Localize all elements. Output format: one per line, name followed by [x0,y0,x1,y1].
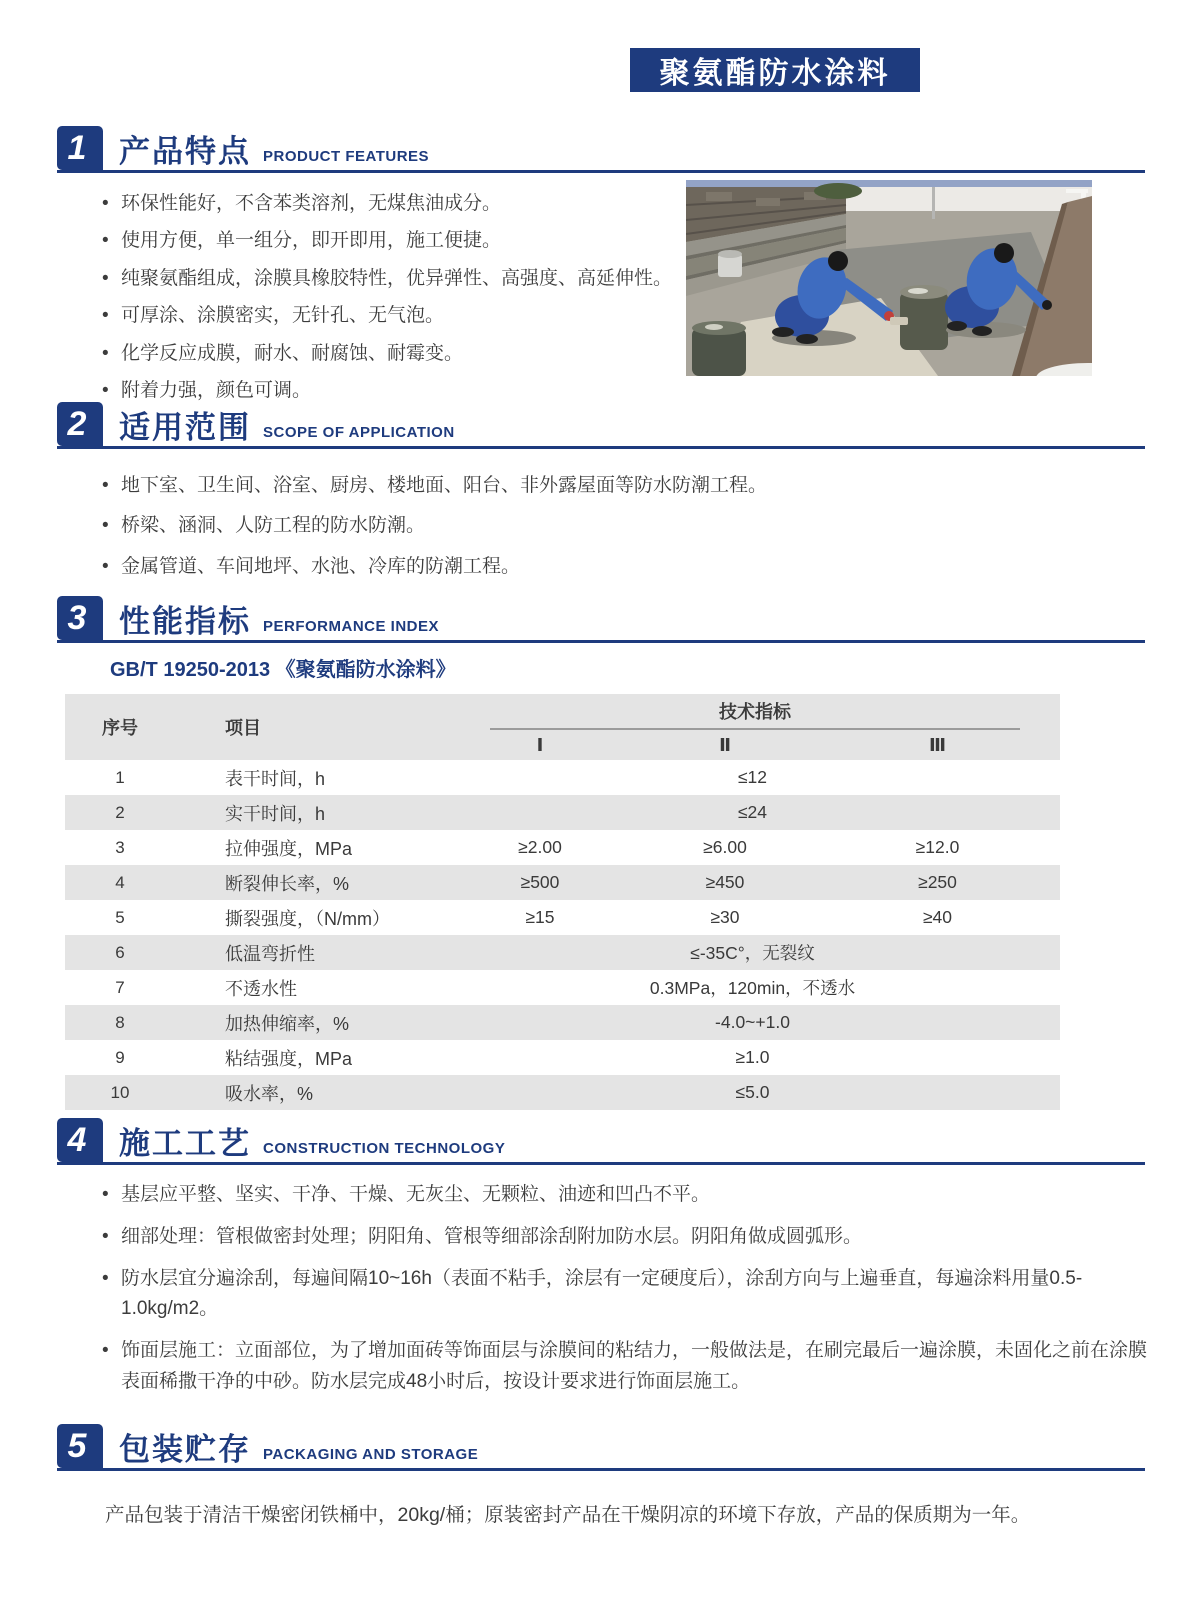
section-title: 适用范围 [119,410,251,445]
cell-item: 实干时间，h [225,803,326,824]
cell-item: 粘结强度，MPa [225,1048,353,1069]
cell-item: 断裂伸长率，% [225,873,350,894]
cell-value: ≥6.00 [703,837,747,857]
cell-no: 5 [115,907,125,927]
section-subtitle: CONSTRUCTION TECHNOLOGY [263,1140,506,1157]
grade-header-1: Ⅰ [536,734,544,755]
table-row [65,795,1060,830]
cell-item: 低温弯折性 [225,943,315,964]
features-list [100,189,678,406]
cell-no: 9 [115,1047,125,1067]
section-product-features [0,126,1200,414]
product-title-banner [630,48,920,92]
cell-no: 1 [115,767,125,787]
cell-value: 0.3MPa，120min，不透水 [649,978,856,998]
product-title: 聚氨酯防水涂料 [659,57,891,90]
cell-value: ≤24 [737,802,768,822]
packaging-text: 产品包装于清洁干燥密闭铁桶中，20kg/桶；原装密封产品在干燥阴凉的环境下存放，产品的保质期为一年。 [105,1504,1031,1526]
list-item: • 细部处理：管根做密封处理；阴阳角、管根等细部涂刮附加防水层。阴阳角做成圆弧形。 [100,1222,1158,1253]
section-number-badge: 2 [57,402,103,446]
list-item: • 使用方便，单一组分，即开即用，施工便捷。 [100,226,678,255]
cell-item: 不透水性 [225,978,297,999]
section-header [57,126,1145,173]
column-header-item: 项目 [225,718,261,738]
cell-value: ≥250 [918,872,957,892]
list-item: • 地下室、卫生间、浴室、厨房、楼地面、阳台、非外露屋面等防水防潮工程。 [100,471,1100,500]
table-row [65,865,1060,900]
cell-no: 8 [115,1012,125,1032]
section-header [57,1118,1145,1165]
section-number-badge: 5 [57,1424,103,1468]
cell-value: ≤12 [737,767,768,787]
tech-index-label: 技术指标 [490,698,1020,730]
cell-value: ≥15 [525,907,555,927]
cell-no: 2 [115,802,125,822]
list-item: • 饰面层施工：立面部位，为了增加面砖等饰面层与涂膜间的粘结力，一般做法是，在刷完最后一遍涂膜，未固化之前在涂膜表面稀撒干净的中砂。防水层完成48小时后，按设计要求进行饰面层施工。 [100,1336,1158,1398]
section-header [57,1424,1145,1471]
section-number-badge: 3 [57,596,103,640]
standard-reference: GB/T 19250-2013 《聚氨酯防水涂料》 [110,659,456,681]
list-item: • 金属管道、车间地坪、水池、冷库的防潮工程。 [100,552,1100,581]
list-item: • 附着力强，颜色可调。 [100,376,678,405]
cell-item: 吸水率，% [225,1083,314,1104]
cell-value: ≥2.00 [518,837,562,857]
table-header [65,694,1060,760]
grade-header-3: Ⅲ [928,734,946,755]
section-number-badge: 1 [57,126,103,170]
list-item: • 化学反应成膜，耐水、耐腐蚀、耐霉变。 [100,339,678,368]
cell-value: ≥30 [710,907,740,927]
table-row [65,1005,1060,1040]
list-item: • 基层应平整、坚实、干净、干燥、无灰尘、无颗粒、油迹和凹凸不平。 [100,1180,1158,1211]
list-item: • 可厚涂、涂膜密实，无针孔、无气泡。 [100,301,678,330]
cell-no: 7 [115,977,125,997]
construction-list [100,1180,1158,1398]
cell-item: 撕裂强度，（N/mm） [225,908,390,929]
table-row [65,760,1060,795]
section-title: 包装贮存 [119,1432,251,1467]
table-row [65,970,1060,1005]
cell-value: ≤5.0 [735,1082,770,1102]
cell-value: ≥1.0 [735,1047,770,1067]
list-item: • 纯聚氨酯组成，涂膜具橡胶特性，优异弹性、高强度、高延伸性。 [100,264,678,293]
cell-no: 4 [115,872,125,892]
list-item: • 防水层宜分遍涂刮，每遍间隔10~16h（表面不粘手，涂层有一定硬度后），涂刮方向与上遍垂直，每遍涂料用量0.5-1.0kg/m2。 [100,1264,1158,1326]
cell-value: ≥500 [520,872,560,892]
cell-value: -4.0~+1.0 [715,1012,790,1032]
cell-no: 6 [115,942,125,962]
table-row [65,830,1060,865]
section-subtitle: PRODUCT FEATURES [263,148,430,165]
scope-list [100,471,1100,581]
section-header [57,402,1145,449]
section-title: 性能指标 [119,604,251,639]
section-performance [0,596,1200,1110]
roof-coating-photo [686,180,1092,376]
section-subtitle: PACKAGING AND STORAGE [263,1446,479,1463]
section-subtitle: PERFORMANCE INDEX [263,618,440,635]
cell-value: ≥450 [705,872,745,892]
section-subtitle: SCOPE OF APPLICATION [263,424,455,441]
cell-no: 10 [110,1082,130,1102]
cell-value: ≤-35C°，无裂纹 [690,943,815,963]
cell-value: ≥40 [922,907,953,927]
cell-item: 拉伸强度，MPa [225,838,353,859]
cell-item: 表干时间，h [225,768,326,789]
list-item: • 环保性能好，不含苯类溶剂，无煤焦油成分。 [100,189,678,218]
table-row [65,1075,1060,1110]
section-construction [0,1118,1200,1409]
section-scope [0,402,1200,592]
performance-table [65,694,1060,1110]
grade-header-2: Ⅱ [719,734,731,755]
roof-coating-photo-graphic [686,180,1092,376]
cell-item: 加热伸缩率，% [225,1013,350,1034]
column-header-tech [445,694,1060,730]
cell-no: 3 [115,837,125,857]
section-title: 施工工艺 [119,1126,251,1161]
section-title: 产品特点 [119,134,251,169]
cell-value: ≥12.0 [915,837,960,857]
table-row [65,935,1060,970]
table-row [65,1040,1060,1075]
section-packaging [0,1424,1200,1527]
table-row [65,900,1060,935]
list-item: • 桥梁、涵洞、人防工程的防水防潮。 [100,511,1100,540]
column-header-no: 序号 [102,718,138,738]
section-header [57,596,1145,643]
section-number-badge: 4 [57,1118,103,1162]
